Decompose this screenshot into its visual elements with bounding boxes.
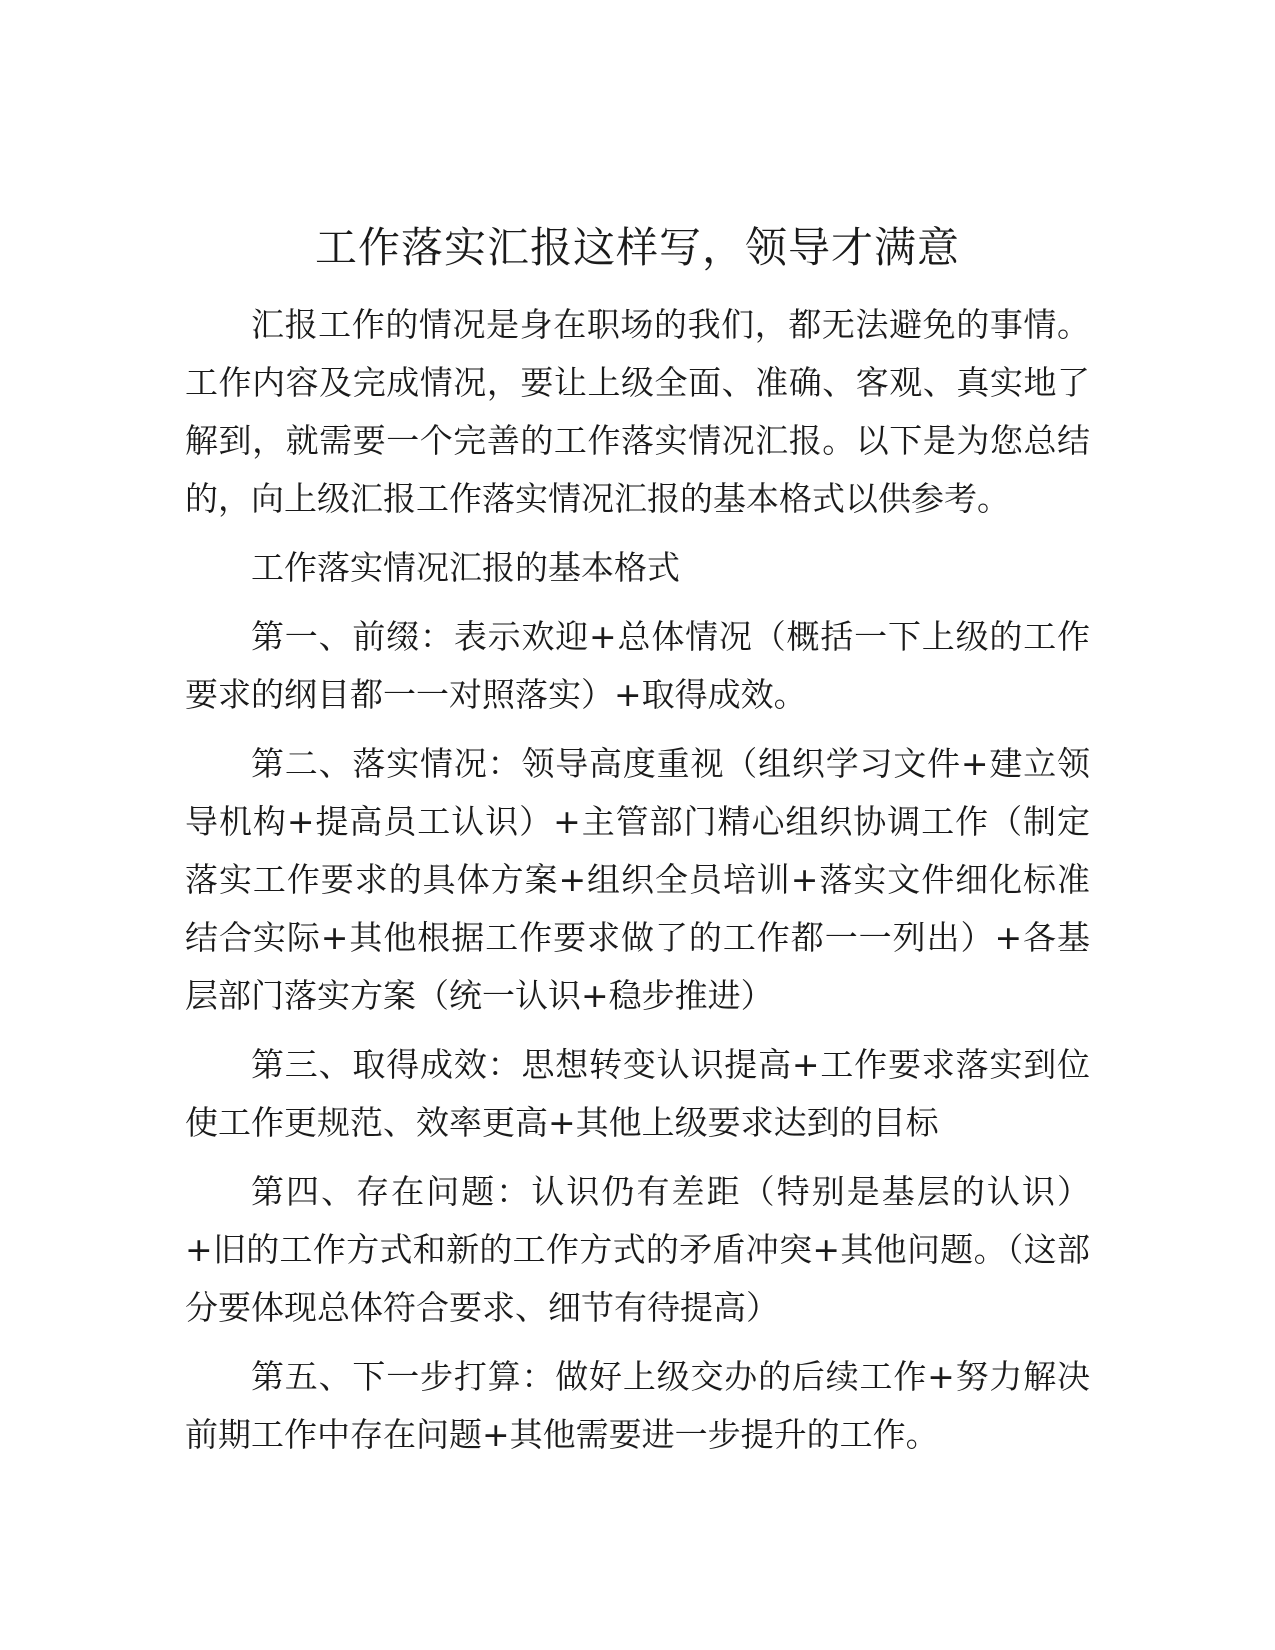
paragraph-section-3: 第三、取得成效：思想转变认识提高+工作要求落实到位使工作更规范、效率更高+其他上级要求达到的目标 (185, 1045, 1090, 1142)
paragraph-format-heading: 工作落实情况汇报的基本格式 (251, 548, 680, 587)
paragraph-section-4: 第四、存在问题：认识仍有差距（特别是基层的认识）+旧的工作方式和新的工作方式的矛盾冲突+其他问题。（这部分要体现总体符合要求、细节有待提高） (185, 1172, 1090, 1327)
paragraph-intro: 汇报工作的情况是身在职场的我们，都无法避免的事情。工作内容及完成情况，要让上级全面、准确、客观、真实地了解到，就需要一个完善的工作落实情况汇报。以下是为您总结的，向上级汇报工作落实情况汇报的基本格式以供参考。 (185, 305, 1090, 518)
paragraph-section-1: 第一、前缀：表示欢迎+总体情况（概括一下上级的工作要求的纲目都一一对照落实）+取得成效。 (185, 617, 1090, 714)
document-title: 工作落实汇报这样写，领导才满意 (314, 223, 960, 272)
paragraph-section-2: 第二、落实情况：领导高度重视（组织学习文件+建立领导机构+提高员工认识）+主管部门精心组织协调工作（制定落实工作要求的具体方案+组织全员培训+落实文件细化标准结合实际+其他根据工作要求做了的工作都一一列出）+各基层部门落实方案（统一认识+稳步推进） (185, 744, 1090, 1015)
document-body (185, 218, 1090, 1475)
paragraph-section-5: 第五、下一步打算：做好上级交办的后续工作+努力解决前期工作中存在问题+其他需要进一步提升的工作。 (185, 1357, 1090, 1454)
